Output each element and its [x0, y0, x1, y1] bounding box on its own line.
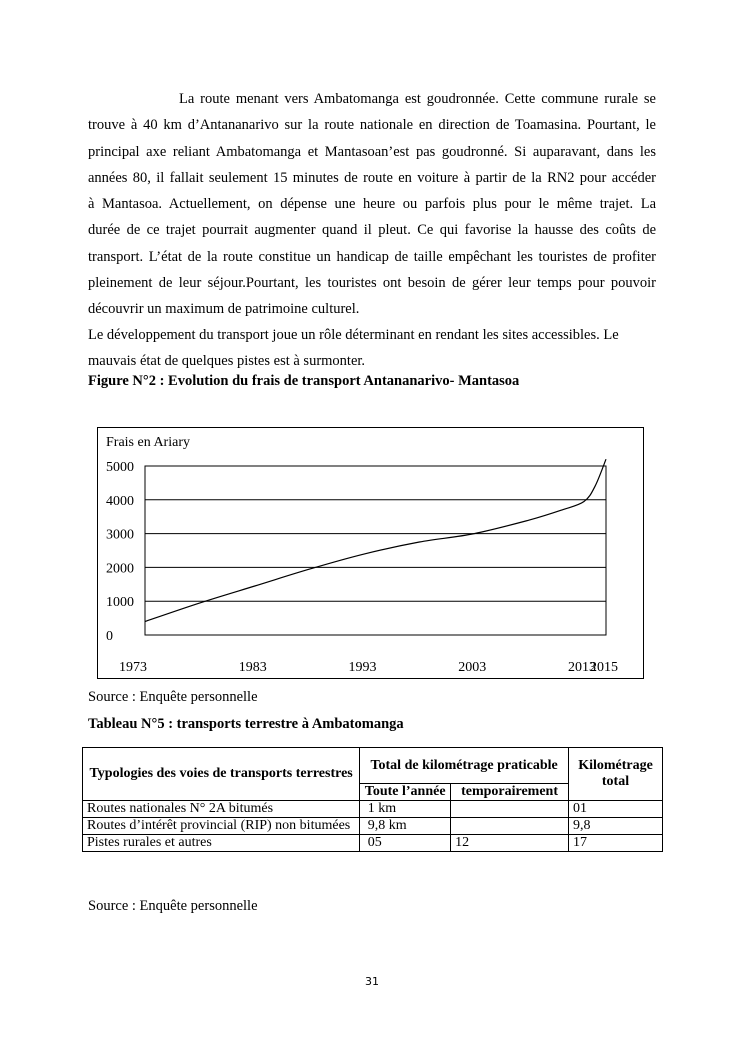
table-source: Source : Enquête personnelle	[88, 898, 258, 914]
y-tick-label: 3000	[106, 527, 134, 543]
table-cell	[451, 801, 569, 818]
x-tick-label: 2015	[590, 660, 618, 675]
table-cell	[451, 818, 569, 835]
y-tick-label: 0	[106, 629, 113, 644]
paragraph-1	[88, 86, 656, 323]
paragraph-line: pleinement de leur séjour.Pourtant, les touristes ont besoin de gérer leur temps pour pouvoir	[88, 275, 656, 292]
header-toute-annee: Toute l’année	[360, 784, 451, 801]
header-total-km: Total de kilométrage praticable	[360, 748, 569, 784]
header-temporairement: temporairement	[451, 784, 569, 801]
paragraph-line: à Mantasoa. Actuellement, on dépense une heure ou parfois plus pour le même trajet. La	[88, 196, 656, 213]
table-caption: Tableau N°5 : transports terrestre à Ambatomanga	[88, 716, 404, 732]
table-row	[83, 801, 663, 818]
transport-table	[82, 747, 663, 852]
table-cell: Routes nationales N° 2A bitumés	[83, 801, 360, 818]
figure-source: Source : Enquête personnelle	[88, 689, 258, 705]
line-chart	[97, 427, 644, 679]
page-number: 31	[365, 975, 379, 988]
x-tick-label: 2003	[458, 660, 487, 675]
paragraph-line: Le développement du transport joue un rôle déterminant en rendant les sites accessibles. Le	[88, 327, 619, 343]
table-cell: Pistes rurales et autres	[83, 835, 360, 852]
table-cell: 17	[569, 835, 663, 852]
table-cell: 9,8 km	[360, 818, 451, 835]
figure-caption: Figure N°2 : Evolution du frais de transport Antananarivo- Mantasoa	[88, 373, 520, 389]
table-cell: 05	[360, 835, 451, 852]
paragraph-line: principal axe reliant Ambatomanga et Mantasoan’est pas goudronné. Si auparavant, dans les	[88, 143, 656, 160]
x-tick-label: 1973	[119, 660, 147, 675]
y-tick-label: 4000	[106, 493, 134, 509]
chart-canvas	[98, 428, 643, 678]
paragraph-line: durée de ce trajet pourrait augmenter quand il pleut. Ce qui favorise la hausse des coûts de	[88, 222, 656, 239]
x-tick-label: 1983	[238, 660, 267, 675]
y-axis-label: Frais en Ariary	[106, 435, 190, 450]
header-km-total: Kilométrage total	[569, 748, 663, 801]
x-tick-label: 2013	[568, 660, 597, 675]
y-tick-label: 5000	[106, 460, 134, 475]
y-tick-label: 1000	[106, 595, 134, 611]
table-cell: Routes d’intérêt provincial (RIP) non bitumées	[83, 818, 360, 835]
table-cell: 12	[451, 835, 569, 852]
paragraph-line: découvrir un maximum de patrimoine culturel.	[88, 301, 360, 318]
paragraph-line: années 80, il fallait seulement 15 minutes de route en voiture à partir de la RN2 pour accéder	[88, 169, 656, 186]
table-row	[83, 835, 663, 852]
series-line	[145, 459, 606, 621]
paragraph-line: trouve à 40 km d’Antananarivo sur la route nationale en direction de Toamasina. Pourtant, le	[88, 117, 656, 134]
table-cell: 1 km	[360, 801, 451, 818]
paragraph-line: transport. L’état de la route constitue un handicap de taille empêchant les touristes de profiter	[88, 248, 656, 265]
x-tick-label: 1993	[348, 660, 377, 675]
table-row	[83, 818, 663, 835]
table-cell: 9,8	[569, 818, 663, 835]
paragraph-line: La route menant vers Ambatomanga est goudronnée. Cette commune rurale se	[179, 91, 656, 107]
plot-area	[145, 466, 606, 635]
paragraph-line: mauvais état de quelques pistes est à surmonter.	[88, 353, 366, 370]
header-typologies: Typologies des voies de transports terrestres	[83, 748, 360, 801]
paragraph-2	[88, 322, 656, 375]
y-tick-label: 2000	[106, 561, 134, 577]
table-cell: 01	[569, 801, 663, 818]
